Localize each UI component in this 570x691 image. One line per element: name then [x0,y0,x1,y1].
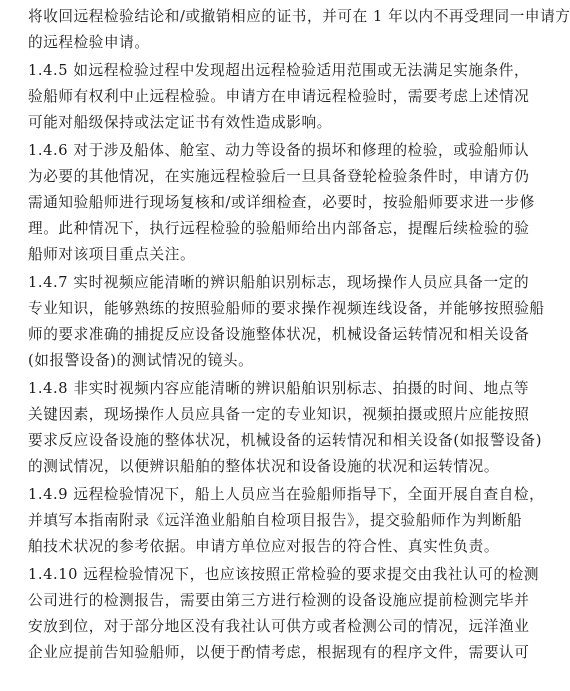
text-line: 并填写本指南附录《远洋渔业船舶自检项目报告》，提交验船师作为判断船 [28,512,523,529]
text-line: 安放到位，对于部分地区没有我社认可供方或者检测公司的情况，远洋渔业 [28,618,530,635]
text-line: 师的要求准确的捕捉反应设备设施整体状况，机械设备运转情况和相关设备 [28,326,530,343]
text-line: 可能对船级保持或法定证书有效性造成影响。 [28,114,332,131]
text-line: 1.4.10 远程检验情况下，也应该按照正常检验的要求提交由我社认可的检测 [28,566,540,583]
text-line: 1.4.6 对于涉及船体、舱室、动力等设备的损坏和修理的检验，或验船师认 [28,142,530,159]
text-line: 公司进行的检测报告，需要由第三方进行检测的设备设施应提前检测完毕并 [28,592,530,609]
text-line: 关键因素，现场操作人员应具备一定的专业知识，视频拍摄或照片应能按照 [28,406,530,423]
text-line: 理。此种情况下，执行远程检验的验船师给出内部备忘，提醒后续检验的验 [28,220,530,237]
text-line: 将收回远程检验结论和/或撤销相应的证书，并可在 1 年以内不再受理同一申请方 [28,8,570,25]
text-line: 要求反应设备设施的整体状况，机械设备的运转情况和相关设备(如报警设备) [28,432,542,449]
text-line: 验船师有权利中止远程检验。申请方在申请远程检验时，需要考虑上述情况 [28,88,530,105]
text-line: 的远程检验申请。 [28,34,150,51]
text-line: 1.4.5 如远程检验过程中发现超出远程检验适用范围或无法满足实施条件， [28,62,530,79]
text-line: 企业应提前告知验船师，以便于酌情考虑，根据现有的程序文件，需要认可 [28,644,530,661]
text-line: 的测试情况，以便辨识船舶的整体状况和设备设施的状况和运转情况。 [28,458,500,475]
text-line: 1.4.9 远程检验情况下，船上人员应当在验船师指导下，全面开展自查自检， [28,486,545,503]
text-line: 1.4.8 非实时视频内容应能清晰的辨识船舶识别标志、拍摄的时间、地点等 [28,380,530,397]
text-line: 1.4.7 实时视频应能清晰的辨识船舶识别标志，现场操作人员应具备一定的 [28,274,530,291]
text-line: 需通知验船师进行现场复核和/或详细检查，必要时，按验船师要求进一步修 [28,194,535,211]
text-line: 为必要的其他情况，在实施远程检验后一旦具备登轮检验条件时，申请方仍 [28,168,530,185]
text-line: 舶技术状况的参考依据。申请方单位应对报告的符合性、真实性负责。 [28,538,500,555]
text-line: 船师对该项目重点关注。 [28,246,196,263]
text-line: (如报警设备)的测试情况的镜头。 [28,352,254,369]
text-line: 专业知识，能够熟练的按照验船师的要求操作视频连线设备，并能够按照验船 [28,300,545,317]
